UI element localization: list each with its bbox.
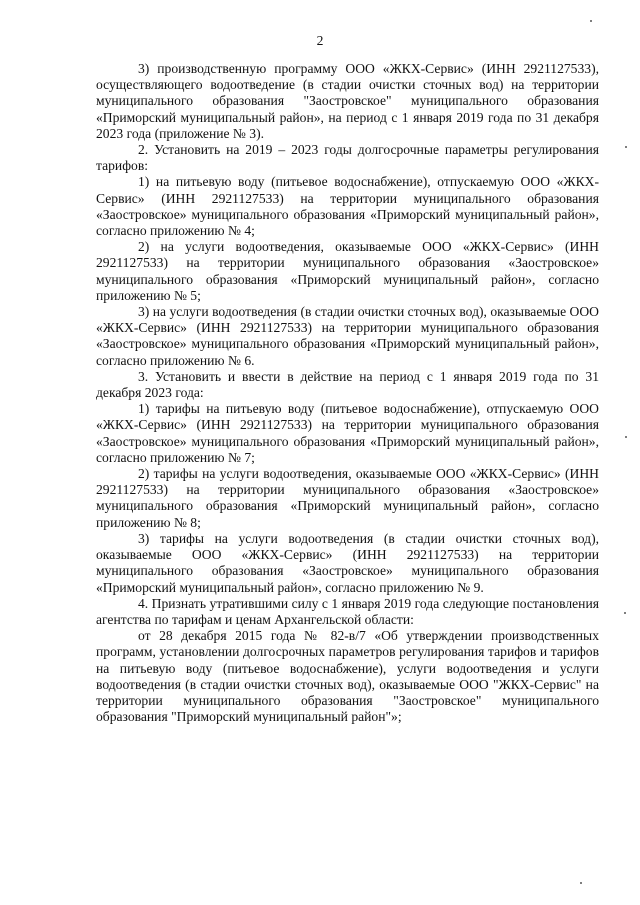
scan-speck bbox=[624, 612, 626, 614]
paragraph-repealed-resolution: от 28 декабря 2015 года № 82-в/7 «Об утверждении производственных программ, установлении долгосрочных параметров регулирования тарифов и тарифов на питьевую воду (питьевое водоснабжение), услуги водоотведения и услуги водоотведения (в стадии очистки сточных вод), оказываемые ООО "ЖКХ-Сервис" на территории муниципального образования "Заостровское" муниципального образования "Приморский муниципальный район"»; bbox=[96, 628, 599, 725]
paragraph-parameters-wastewater-treatment: 3) на услуги водоотведения (в стадии очистки сточных вод), оказываемые ООО «ЖКХ-Сервис» (ИНН 2921127533) на территории муниципального образования «Заостровское» муниципального образования «Приморский муниципальный район», согласно приложению № 6. bbox=[96, 304, 599, 368]
scan-speck bbox=[625, 146, 627, 148]
paragraph-item-3-set-tariffs: 3. Установить и ввести в действие на период с 1 января 2019 года по 31 декабря 2023 года: bbox=[96, 368, 599, 401]
scan-speck bbox=[580, 882, 582, 884]
paragraph-tariffs-wastewater: 2) тарифы на услуги водоотведения, оказываемые ООО «ЖКХ-Сервис» (ИНН 2921127533) на территории муниципального образования «Заостровское» муниципального образования «Приморский муниципальный район», согласно приложению № 8; bbox=[96, 466, 599, 530]
paragraph-item-4-repeal: 4. Признать утратившими силу с 1 января 2019 года следующие постановления агентства по тарифам и ценам Архангельской области: bbox=[96, 595, 599, 627]
document-body bbox=[96, 61, 599, 725]
paragraph-tariffs-wastewater-treatment: 3) тарифы на услуги водоотведения (в стадии очистки сточных вод), оказываемые ООО «ЖКХ-Сервис» (ИНН 2921127533) на территории муниципального образования «Заостровское» муниципального образования «Приморский муниципальный район», согласно приложению № 9. bbox=[96, 530, 599, 595]
scan-speck bbox=[625, 436, 627, 438]
page-number: 2 bbox=[316, 33, 324, 48]
paragraph-item-2-long-term-parameters: 2. Установить на 2019 – 2023 годы долгосрочные параметры регулирования тарифов: bbox=[96, 142, 599, 174]
paragraph-program-wastewater-treatment: 3) производственную программу ООО «ЖКХ-Сервис» (ИНН 2921127533), осуществляющего водоотведение (в стадии очистки сточных вод) на территории муниципального образования "Заостровское" муниципального образования «Приморский муниципальный район», на период с 1 января 2019 года по 31 декабря 2023 года (приложение № 3). bbox=[96, 61, 599, 141]
paragraph-parameters-drinking-water: 1) на питьевую воду (питьевое водоснабжение), отпускаемую ООО «ЖКХ-Сервис» (ИНН 2921127533) на территории муниципального образования «Заостровское» муниципального образования «Приморский муниципальный район», согласно приложению № 4; bbox=[96, 174, 599, 239]
paragraph-parameters-wastewater: 2) на услуги водоотведения, оказываемые ООО «ЖКХ-Сервис» (ИНН 2921127533) на территории муниципального образования «Заостровское» муниципального образования «Приморский муниципальный район», согласно приложению № 5; bbox=[96, 239, 599, 303]
scan-speck bbox=[590, 20, 592, 22]
paragraph-tariffs-drinking-water: 1) тарифы на питьевую воду (питьевое водоснабжение), отпускаемую ООО «ЖКХ-Сервис» (ИНН 2921127533) на территории муниципального образования «Заостровское» муниципального образования «Приморский муниципальный район», согласно приложению № 7; bbox=[96, 401, 599, 465]
